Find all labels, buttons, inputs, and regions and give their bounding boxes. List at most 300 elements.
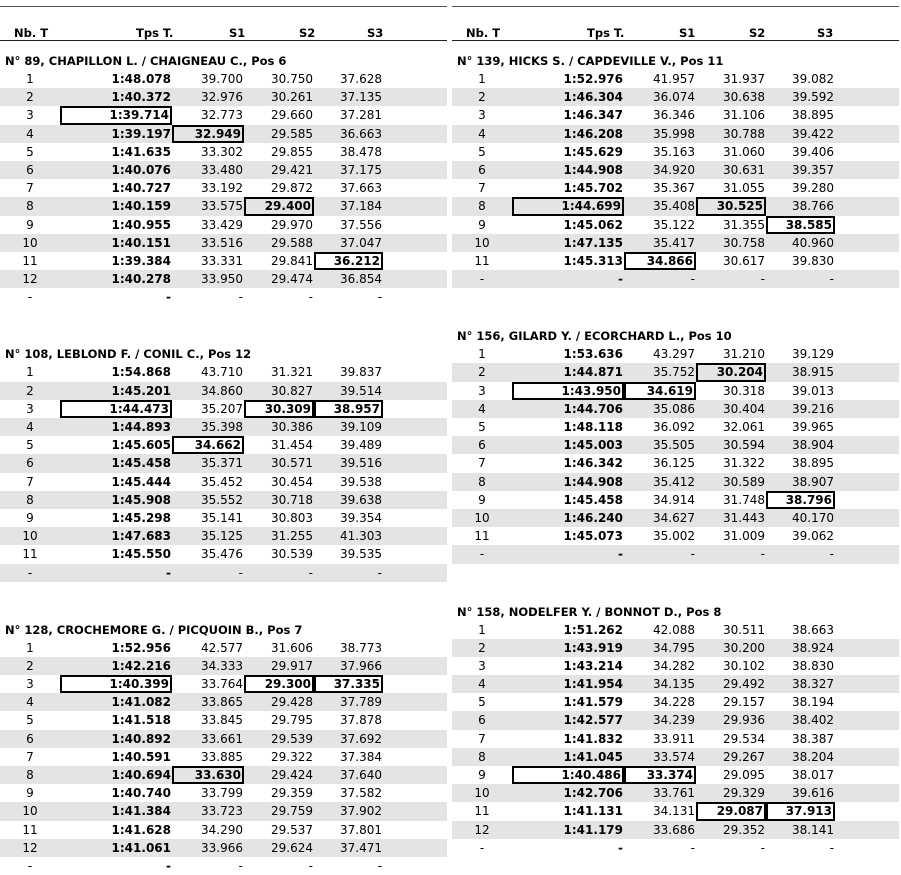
sector-2-cell: 31.210 (723, 347, 765, 362)
sector-1-cell: 35.125 (201, 529, 243, 544)
sector-3-cell: 39.357 (792, 162, 834, 177)
top-rule (452, 0, 899, 7)
lap-row (0, 857, 447, 875)
lap-row (0, 179, 447, 197)
lap-time-cell: 1:40.399 (60, 675, 172, 693)
sector-2-cell: 29.539 (271, 731, 313, 746)
block-spacer (0, 306, 447, 334)
sector-1-cell: 33.480 (201, 162, 243, 177)
lap-row (0, 382, 447, 400)
sector-2-cell: 30.309 (244, 400, 314, 418)
sector-2-cell: 29.872 (271, 181, 313, 196)
lap-row (452, 216, 899, 234)
lap-time-cell: 1:46.342 (563, 456, 623, 471)
header-lap-time: Tps T. (136, 26, 174, 40)
crew-block (452, 603, 899, 857)
lap-row (0, 400, 447, 418)
sector-1-cell: 35.207 (201, 401, 243, 416)
sector-1-cell: 33.574 (653, 749, 695, 764)
sector-3-cell: 38.585 (766, 216, 835, 234)
sector-1-cell: 35.552 (201, 492, 243, 507)
column-header (0, 7, 447, 41)
sector-3-cell: 40.960 (792, 235, 834, 250)
sector-2-cell: 29.359 (271, 786, 313, 801)
lap-row (452, 400, 899, 418)
sector-3-cell: 37.047 (340, 235, 382, 250)
sector-3-cell: 37.628 (340, 72, 382, 86)
lap-number-cell: 1 (478, 347, 486, 362)
lap-time-cell: 1:41.045 (563, 749, 623, 764)
lap-time-cell: 1:52.976 (563, 72, 623, 86)
sector-1-cell: 35.002 (653, 529, 695, 544)
sector-3-cell: 38.402 (792, 713, 834, 728)
lap-number-cell: 4 (478, 401, 486, 416)
sector-3-cell: 38.478 (340, 144, 382, 159)
lap-row (0, 88, 447, 106)
lap-row (0, 288, 447, 306)
sector-3-cell: 38.895 (792, 456, 834, 471)
sector-1-cell: 33.764 (201, 677, 243, 692)
sector-1-cell: 35.371 (201, 456, 243, 471)
lap-time-cell: 1:40.727 (111, 181, 171, 196)
lap-row (452, 491, 899, 509)
lap-time-cell: 1:45.062 (563, 217, 623, 232)
lap-number-cell: 7 (478, 181, 486, 196)
lap-row (452, 345, 899, 363)
sector-2-cell: 29.795 (271, 713, 313, 728)
sector-3-cell: 38.830 (792, 658, 834, 673)
sector-3-cell: 39.280 (792, 181, 834, 196)
sector-2-cell: 29.474 (271, 272, 313, 287)
lap-row (452, 106, 899, 124)
sector-2-cell: 30.102 (723, 658, 765, 673)
sector-3-cell: 37.175 (340, 162, 382, 177)
lap-row (452, 730, 899, 748)
sector-1-cell: 42.577 (201, 640, 243, 655)
sector-1-cell: 34.860 (201, 383, 243, 398)
lap-time-cell: 1:40.694 (111, 768, 171, 782)
lap-time-cell: 1:43.214 (563, 658, 623, 673)
sector-2-cell: - (308, 290, 313, 305)
sector-3-cell: - (377, 565, 382, 580)
sector-3-cell: 39.638 (340, 492, 382, 507)
lap-number-cell: 8 (478, 199, 486, 214)
lap-row (452, 454, 899, 472)
sector-3-cell: 38.204 (792, 749, 834, 764)
lap-time-cell: 1:45.201 (111, 383, 171, 398)
left-column (0, 0, 447, 875)
lap-number-cell: 1 (26, 640, 34, 655)
sector-3-cell: 37.135 (340, 90, 382, 105)
lap-number-cell: 5 (26, 144, 34, 159)
lap-row (0, 564, 447, 582)
lap-number-cell: 4 (478, 126, 486, 141)
sector-2-cell: 29.917 (271, 658, 313, 673)
lap-number-cell: 9 (478, 217, 486, 232)
lap-number-cell: 3 (26, 677, 34, 692)
sector-2-cell: 31.937 (723, 72, 765, 86)
sector-1-cell: 35.476 (201, 547, 243, 562)
lap-number-cell: 7 (26, 749, 34, 764)
sector-2-cell: 30.525 (696, 197, 766, 215)
sector-1-cell: 33.686 (653, 822, 695, 837)
crew-block (452, 327, 899, 563)
lap-number-cell: 8 (26, 492, 34, 507)
sector-1-cell: 35.752 (653, 365, 695, 380)
lap-number-cell: 9 (26, 217, 34, 232)
lap-row (0, 125, 447, 143)
lap-number-cell: 4 (26, 420, 34, 434)
block-spacer (452, 564, 899, 592)
lap-row (0, 363, 447, 381)
sector-1-cell: - (238, 290, 243, 305)
lap-number-cell: 3 (26, 108, 34, 123)
lap-number-cell: 9 (478, 492, 486, 507)
sector-2-cell: 29.970 (271, 217, 313, 232)
lap-number-cell: 10 (474, 235, 490, 250)
lap-time-cell: 1:45.908 (111, 492, 171, 507)
crew-block (0, 52, 447, 306)
lap-time-cell: 1:41.061 (111, 840, 171, 855)
lap-number-cell: - (27, 290, 33, 305)
sector-1-cell: 34.333 (201, 658, 243, 673)
sector-3-cell: 37.789 (340, 695, 382, 710)
sector-2-cell: 29.428 (271, 695, 313, 710)
crew-block (452, 52, 899, 288)
lap-time-cell: 1:45.073 (563, 529, 623, 544)
sector-1-cell: 34.662 (172, 436, 244, 454)
sector-3-cell: 38.017 (792, 768, 834, 782)
sector-3-cell: 38.663 (792, 622, 834, 637)
sector-1-cell: 33.575 (201, 199, 243, 214)
sector-1-cell: 35.452 (201, 474, 243, 489)
sector-1-cell: 35.163 (653, 144, 695, 159)
lap-time-cell: 1:44.473 (60, 400, 172, 418)
lap-time-cell: 1:45.003 (563, 438, 623, 453)
sector-3-cell: 37.471 (340, 840, 382, 855)
sector-1-cell: 33.192 (201, 181, 243, 196)
lap-row (452, 252, 899, 270)
lap-time-cell: 1:39.714 (60, 106, 172, 124)
sector-1-cell: 35.367 (653, 181, 695, 196)
sector-3-cell: 39.354 (340, 510, 382, 525)
lap-number-cell: 7 (478, 731, 486, 746)
lap-number-cell: 12 (474, 822, 490, 837)
sector-2-cell: 29.841 (271, 253, 313, 268)
header-s1: S1 (229, 26, 246, 40)
sector-3-cell: 39.616 (792, 786, 834, 801)
column-header (452, 7, 899, 41)
sector-1-cell: - (690, 272, 695, 287)
sector-3-cell: 37.801 (340, 822, 382, 837)
lap-number-cell: 3 (478, 108, 486, 123)
lap-number-cell: 2 (478, 365, 486, 380)
lap-number-cell: 9 (478, 768, 486, 782)
lap-number-cell: 5 (26, 713, 34, 728)
block-spacer (452, 288, 899, 316)
lap-row (452, 802, 899, 820)
crew-title: N° 158, NODELFER Y. / BONNOT D., Pos 8 (457, 604, 722, 619)
sector-3-cell: 39.406 (792, 144, 834, 159)
lap-row (0, 545, 447, 563)
top-rule (0, 0, 447, 7)
lap-row (0, 234, 447, 252)
lap-number-cell: 10 (474, 786, 490, 801)
sector-1-cell: 36.125 (653, 456, 695, 471)
lap-time-cell: 1:40.591 (111, 749, 171, 764)
lap-number-cell: 2 (478, 640, 486, 655)
sector-2-cell: 29.352 (723, 822, 765, 837)
lap-number-cell: 6 (478, 438, 486, 453)
sector-2-cell: 31.009 (723, 529, 765, 544)
sector-2-cell: 31.606 (271, 640, 313, 655)
lap-row (452, 766, 899, 784)
sector-3-cell: 41.303 (340, 529, 382, 544)
lap-number-cell: - (479, 547, 485, 562)
sector-1-cell: 34.795 (653, 640, 695, 655)
sector-2-cell: 30.511 (723, 622, 765, 637)
sector-1-cell: 33.845 (201, 713, 243, 728)
sector-2-cell: 30.758 (723, 235, 765, 250)
lap-time-cell: 1:41.954 (563, 677, 623, 692)
lap-row (0, 270, 447, 288)
sector-1-cell: 34.239 (653, 713, 695, 728)
sector-1-cell: 33.302 (201, 144, 243, 159)
sector-2-cell: 30.200 (723, 640, 765, 655)
sector-3-cell: 39.013 (792, 383, 834, 398)
lap-number-cell: 12 (22, 840, 38, 855)
lap-row (0, 252, 447, 270)
sector-1-cell: 34.920 (653, 162, 695, 177)
lap-row (0, 491, 447, 509)
lap-row (452, 143, 899, 161)
lap-row (0, 766, 447, 784)
lap-time-cell: 1:41.628 (111, 822, 171, 837)
sector-1-cell: 34.866 (624, 252, 696, 270)
lap-row (0, 216, 447, 234)
lap-row (0, 693, 447, 711)
lap-number-cell: 11 (22, 822, 38, 837)
lap-number-cell: 1 (26, 365, 34, 380)
sector-2-cell: 29.492 (723, 677, 765, 692)
sector-1-cell: 34.228 (653, 695, 695, 710)
sector-3-cell: 36.212 (314, 252, 383, 270)
lap-number-cell: - (479, 840, 485, 855)
sector-3-cell: 37.281 (340, 108, 382, 123)
lap-time-cell: 1:45.313 (563, 253, 623, 268)
sector-2-cell: 32.061 (723, 420, 765, 434)
lap-number-cell: 6 (478, 713, 486, 728)
lap-number-cell: 5 (478, 420, 486, 434)
crew-title: N° 128, CROCHEMORE G. / PICQUOIN B., Pos 7 (5, 622, 303, 637)
lap-time-cell: 1:41.579 (563, 695, 623, 710)
sector-1-cell: 34.131 (653, 804, 695, 819)
sector-3-cell: 39.129 (792, 347, 834, 362)
sector-2-cell: 31.106 (723, 108, 765, 123)
sector-3-cell: 39.516 (340, 456, 382, 471)
sector-2-cell: 31.454 (271, 438, 313, 453)
sector-2-cell: 31.443 (723, 510, 765, 525)
lap-time-cell: 1:45.458 (563, 492, 623, 507)
sector-2-cell: 30.617 (723, 253, 765, 268)
sector-2-cell: 31.321 (271, 365, 313, 380)
sector-2-cell: 30.638 (723, 90, 765, 105)
lap-time-cell: 1:40.955 (111, 217, 171, 232)
sector-3-cell: 38.907 (792, 474, 834, 489)
sector-1-cell: 33.429 (201, 217, 243, 232)
sector-1-cell: 32.773 (201, 108, 243, 123)
lap-number-cell: 2 (478, 90, 486, 105)
crew-blocks (0, 52, 447, 875)
lap-row (452, 693, 899, 711)
sector-1-cell: 39.700 (201, 72, 243, 86)
sector-2-cell: 30.803 (271, 510, 313, 525)
lap-number-cell: 4 (26, 695, 34, 710)
lap-number-cell: - (479, 272, 485, 287)
lap-row (452, 161, 899, 179)
lap-time-cell: 1:47.135 (563, 235, 623, 250)
lap-row (0, 675, 447, 693)
sector-2-cell: 30.204 (696, 363, 766, 381)
lap-time-cell: 1:41.518 (111, 713, 171, 728)
lap-number-cell: 7 (478, 456, 486, 471)
sector-1-cell: 33.661 (201, 731, 243, 746)
header-s3: S3 (367, 26, 384, 40)
lap-time-cell: 1:40.372 (111, 90, 171, 105)
header-s1: S1 (679, 26, 696, 40)
sector-3-cell: - (377, 290, 382, 305)
sector-1-cell: 33.516 (201, 235, 243, 250)
sector-2-cell: 29.329 (723, 786, 765, 801)
sector-3-cell: 37.966 (340, 658, 382, 673)
lap-time-cell: 1:42.216 (111, 658, 171, 673)
sector-2-cell: 30.827 (271, 383, 313, 398)
sector-1-cell: 32.976 (201, 90, 243, 105)
lap-number-cell: 1 (478, 72, 486, 86)
lap-number-cell: 5 (478, 144, 486, 159)
lap-row (0, 730, 447, 748)
sector-3-cell: 37.556 (340, 217, 382, 232)
sector-2-cell: 30.454 (271, 474, 313, 489)
sector-3-cell: 38.387 (792, 731, 834, 746)
sector-2-cell: 29.588 (271, 235, 313, 250)
lap-time-cell: - (166, 858, 171, 873)
lap-time-cell: 1:40.278 (111, 272, 171, 287)
header-s2: S2 (749, 26, 766, 40)
lap-time-cell: 1:41.384 (111, 804, 171, 819)
block-spacer (0, 582, 447, 610)
sector-3-cell: 38.327 (792, 677, 834, 692)
lap-number-cell: 6 (26, 731, 34, 746)
sector-3-cell: 37.692 (340, 731, 382, 746)
sector-3-cell: 39.109 (340, 420, 382, 434)
lap-time-cell: 1:44.908 (563, 474, 623, 489)
lap-row (0, 509, 447, 527)
lap-row (0, 418, 447, 436)
lap-time-cell: 1:46.240 (563, 510, 623, 525)
sector-2-cell: 31.060 (723, 144, 765, 159)
crew-block (0, 345, 447, 581)
lap-row (452, 473, 899, 491)
sector-2-cell: 29.759 (271, 804, 313, 819)
lap-number-cell: 3 (478, 658, 486, 673)
lap-row (452, 88, 899, 106)
lap-number-cell: 5 (26, 438, 34, 453)
lap-time-cell: 1:40.076 (111, 162, 171, 177)
lap-time-cell: 1:45.458 (111, 456, 171, 471)
sector-1-cell: 33.374 (624, 766, 696, 784)
sector-1-cell: 35.998 (653, 126, 695, 141)
sector-2-cell: 30.750 (271, 72, 313, 86)
lap-number-cell: 8 (478, 749, 486, 764)
lap-number-cell: 6 (478, 162, 486, 177)
sector-1-cell: 33.761 (653, 786, 695, 801)
sector-3-cell: 39.535 (340, 547, 382, 562)
lap-time-cell: 1:40.740 (111, 786, 171, 801)
sector-3-cell: 39.082 (792, 72, 834, 86)
sector-3-cell: 39.216 (792, 401, 834, 416)
lap-row (452, 436, 899, 454)
sector-1-cell: 36.092 (653, 420, 695, 434)
lap-number-cell: 9 (26, 786, 34, 801)
sector-2-cell: 30.631 (723, 162, 765, 177)
lap-row (0, 748, 447, 766)
sector-2-cell: 29.157 (723, 695, 765, 710)
lap-row (0, 821, 447, 839)
sector-3-cell: - (829, 840, 834, 855)
crew-title: N° 139, HICKS S. / CAPDEVILLE V., Pos 11 (457, 54, 724, 68)
header-s2: S2 (299, 26, 316, 40)
sector-1-cell: 34.290 (201, 822, 243, 837)
lap-time-cell: 1:45.629 (563, 144, 623, 159)
lap-time-cell: 1:41.179 (563, 822, 623, 837)
sector-2-cell: - (308, 858, 313, 873)
lap-row (452, 657, 899, 675)
lap-time-cell: 1:39.197 (111, 126, 171, 141)
sector-3-cell: - (829, 547, 834, 562)
lap-row (452, 197, 899, 215)
lap-number-cell: 11 (22, 253, 38, 268)
lap-number-cell: 5 (478, 695, 486, 710)
lap-row (0, 473, 447, 491)
lap-number-cell: 11 (22, 547, 38, 562)
lap-time-cell: 1:40.486 (512, 766, 624, 784)
lap-time-cell: 1:42.706 (563, 786, 623, 801)
lap-time-cell: 1:44.871 (563, 365, 623, 380)
header-s3: S3 (817, 26, 834, 40)
sector-1-cell: 43.297 (653, 347, 695, 362)
crew-block (0, 621, 447, 875)
right-column (452, 0, 899, 857)
lap-row (0, 143, 447, 161)
sector-1-cell: 36.074 (653, 90, 695, 105)
lap-time-cell: 1:46.347 (563, 108, 623, 123)
sector-3-cell: 39.837 (340, 365, 382, 380)
sector-1-cell: - (238, 858, 243, 873)
sector-2-cell: 31.355 (723, 217, 765, 232)
lap-row (452, 711, 899, 729)
sector-2-cell: 29.421 (271, 162, 313, 177)
sector-3-cell: 38.766 (792, 199, 834, 214)
sector-2-cell: 29.537 (271, 822, 313, 837)
lap-number-cell: 7 (26, 181, 34, 196)
lap-row (452, 382, 899, 400)
sector-1-cell: 35.505 (653, 438, 695, 453)
sector-2-cell: 30.571 (271, 456, 313, 471)
lap-number-cell: 3 (478, 383, 486, 398)
lap-number-cell: 8 (26, 768, 34, 782)
lap-time-cell: - (618, 272, 623, 287)
